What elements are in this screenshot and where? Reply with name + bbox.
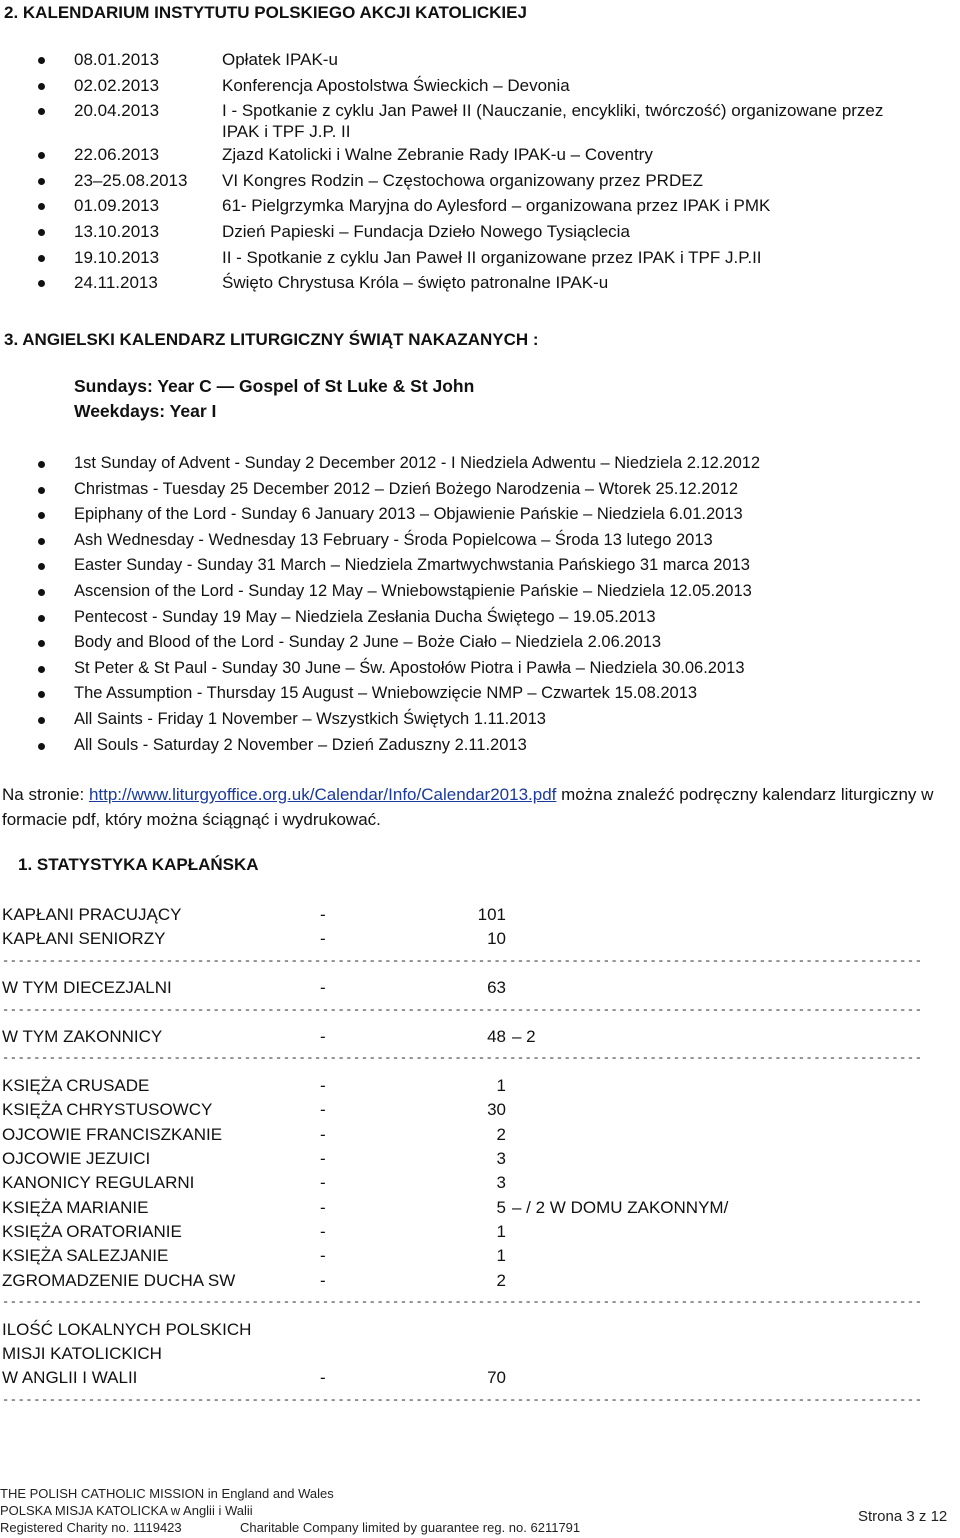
feast-text: Ash Wednesday - Wednesday 13 February - Środa Popielcowa – Środa 13 lutego 2013 [74, 530, 713, 549]
bullet-icon [38, 563, 45, 570]
list-item [0, 270, 960, 296]
bullet-icon [38, 743, 45, 750]
row-value: 48 [487, 1026, 506, 1046]
row-label: KSIĘŻA CRUSADE [2, 1075, 150, 1095]
feast-text: Pentecost - Sunday 19 May – Niedziela Zesłania Ducha Świętego – 19.05.2013 [74, 607, 656, 626]
row-dash: - [320, 1026, 326, 1046]
event-description: Święto Chrystusa Króla – święto patronalne IPAK-u [222, 273, 609, 293]
event-description: Zjazd Katolicki i Walne Zebranie Rady IPAK-u – Coventry [222, 145, 653, 165]
row-label: OJCOWIE JEZUICI [2, 1148, 151, 1168]
feast-text: Christmas - Tuesday 25 December 2012 – Dzień Bożego Narodzenia – Wtorek 25.12.2012 [74, 479, 739, 498]
separator-line: ---------------------------------------------------------------------------------------------------------------------- [2, 1392, 923, 1407]
table-row [2, 927, 960, 951]
row-dash: - [320, 929, 326, 949]
feast-text: Ascension of the Lord - Sunday 12 May – Wniebowstąpienie Pańskie – Niedziela 12.05.2013 [74, 581, 752, 600]
row-label: KANONICY REGULARNI [2, 1173, 195, 1193]
row-value: 1 [496, 1246, 506, 1266]
event-date: 13.10.2013 [74, 221, 160, 241]
section-heading-liturgy: 3. ANGIELSKI KALENDARZ LITURGICZNY ŚWIĄT NAKAZANYCH : [4, 330, 539, 349]
bullet-icon [38, 57, 45, 64]
list-item [0, 245, 960, 271]
weekdays-subheading: Weekdays: Year I [74, 401, 217, 421]
table-row [2, 1244, 960, 1268]
list-item [0, 193, 960, 219]
bullet-icon [38, 255, 45, 262]
bullet-icon [38, 487, 45, 494]
separator-line: ---------------------------------------------------------------------------------------------------------------------- [2, 1051, 923, 1066]
row-dash: - [320, 1100, 326, 1120]
bullet-icon [38, 108, 45, 115]
event-date: 01.09.2013 [74, 196, 160, 216]
bullet-icon [38, 691, 45, 698]
list-item [0, 707, 960, 733]
event-description: VI Kongres Rodzin – Częstochowa organizowany przez PRDEZ [222, 170, 703, 190]
row-value: 10 [487, 929, 506, 949]
table-row [2, 976, 960, 1000]
row-dash: - [320, 1270, 326, 1290]
list-item [0, 579, 960, 605]
section-heading-kalendarium: 2. KALENDARIUM INSTYTUTU POLSKIEGO AKCJI KATOLICKIEJ [4, 3, 527, 22]
event-list [0, 47, 960, 296]
row-value: 2 [496, 1270, 506, 1290]
event-description: I - Spotkanie z cyklu Jan Paweł II (Nauczanie, encykliki, twórczość) organizowane przez IPAK i TPF J.P. II [222, 101, 884, 142]
event-date: 20.04.2013 [74, 101, 160, 121]
event-description: 61- Pielgrzymka Maryjna do Aylesford – organizowana przez IPAK i PMK [222, 196, 771, 216]
bullet-icon [38, 83, 45, 90]
feast-text: All Souls - Saturday 2 November – Dzień Zaduszny 2.11.2013 [74, 735, 527, 754]
row-value: 2 [496, 1124, 506, 1144]
bullet-icon [38, 203, 45, 210]
table-row [2, 1196, 960, 1220]
table-row [2, 1171, 960, 1195]
row-label: KAPŁANI PRACUJĄCY [2, 905, 182, 924]
row-label: KSIĘŻA ORATORIANIE [2, 1222, 182, 1242]
table-row [2, 1342, 960, 1366]
sundays-subheading: Sundays: Year C — Gospel of St Luke & St John [74, 376, 475, 396]
row-label: KSIĘŻA CHRYSTUSOWCY [2, 1100, 213, 1120]
bullet-icon [38, 512, 45, 519]
list-item [0, 528, 960, 554]
event-date: 19.10.2013 [74, 247, 160, 267]
calendar-note [2, 782, 952, 832]
event-date: 02.02.2013 [74, 75, 160, 95]
list-item [0, 681, 960, 707]
list-item [0, 733, 960, 759]
note-text-before: Na stronie: [2, 785, 89, 804]
footer-charity-number: Registered Charity no. 1119423 [0, 1520, 182, 1535]
table-row [2, 1366, 960, 1390]
row-dash: - [320, 1075, 326, 1095]
footer-org-polish: POLSKA MISJA KATOLICKA w Anglii i Walii [0, 1503, 253, 1518]
row-dash: - [320, 1246, 326, 1266]
row-label: KSIĘŻA SALEZJANIE [2, 1246, 169, 1266]
bullet-icon [38, 615, 45, 622]
bullet-icon [38, 666, 45, 673]
feast-text: St Peter & St Paul - Sunday 30 June – Św. Apostołów Piotra i Pawła – Niedziela 30.06.2013 [74, 658, 745, 677]
list-item [0, 605, 960, 631]
bullet-icon [38, 280, 45, 287]
row-label: KAPŁANI SENIORZY [2, 929, 166, 949]
table-row [2, 1074, 960, 1098]
row-dash: - [320, 1368, 326, 1388]
row-label: W TYM ZAKONNICY [2, 1026, 163, 1046]
page-total: 12 [930, 1508, 948, 1525]
bullet-icon [38, 461, 45, 468]
feast-text: 1st Sunday of Advent - Sunday 2 December 2012 - I Niedziela Adwentu – Niedziela 2.12.2012 [74, 454, 761, 472]
missions-label-line: W ANGLII I WALII [2, 1368, 138, 1388]
separator-line: ---------------------------------------------------------------------------------------------------------------------- [2, 953, 923, 968]
list-item [0, 219, 960, 245]
separator-line: ---------------------------------------------------------------------------------------------------------------------- [2, 1295, 923, 1310]
list-item [0, 502, 960, 528]
bullet-icon [38, 178, 45, 185]
table-row [2, 1123, 960, 1147]
row-value: 101 [477, 905, 506, 924]
row-label: KSIĘŻA MARIANIE [2, 1197, 149, 1217]
list-item [0, 553, 960, 579]
row-extra: – 2 [512, 1026, 536, 1046]
missions-label-line: MISJI KATOLICKICH [2, 1344, 162, 1364]
bullet-icon [38, 717, 45, 724]
row-dash: - [320, 978, 326, 998]
row-value: 5 [496, 1197, 506, 1217]
event-date: 08.01.2013 [74, 50, 160, 69]
list-item [0, 168, 960, 194]
list-item [0, 477, 960, 503]
row-label: OJCOWIE FRANCISZKANIE [2, 1124, 223, 1144]
footer-company-number: Charitable Company limited by guarantee reg. no. 6211791 [240, 1520, 581, 1535]
table-row [2, 1098, 960, 1122]
table-row [2, 903, 960, 927]
bullet-icon [38, 229, 45, 236]
row-extra: – / 2 W DOMU ZAKONNYM/ [512, 1197, 729, 1217]
row-dash: - [320, 1222, 326, 1242]
event-date: 24.11.2013 [74, 273, 158, 293]
table-row [2, 1147, 960, 1171]
separator-line: ---------------------------------------------------------------------------------------------------------------------- [2, 1002, 923, 1017]
table-row [2, 1318, 960, 1342]
row-label: ZGROMADZENIE DUCHA SW [2, 1270, 236, 1290]
note-text-after: można znaleźć podręczny kalendarz liturgiczny w formacie pdf, który można ściągnąć i wydrukować. [2, 785, 934, 829]
list-item [0, 656, 960, 682]
row-dash: - [320, 1197, 326, 1217]
row-value: 30 [487, 1100, 506, 1120]
list-item [0, 451, 960, 477]
row-value: 1 [496, 1222, 506, 1242]
row-label: W TYM DIECEZJALNI [2, 978, 172, 998]
bullet-icon [38, 589, 45, 596]
page-number [858, 1508, 947, 1525]
bullet-icon [38, 152, 45, 159]
table-row [2, 1025, 960, 1049]
feast-text: Body and Blood of the Lord - Sunday 2 June – Boże Ciało – Niedziela 2.06.2013 [74, 633, 662, 652]
bullet-icon [38, 640, 45, 647]
feast-text: The Assumption - Thursday 15 August – Wniebowzięcie NMP – Czwartek 15.08.2013 [74, 684, 698, 703]
list-item [0, 142, 960, 168]
feast-text: All Saints - Friday 1 November – Wszystkich Świętych 1.11.2013 [74, 709, 546, 728]
row-value: 3 [496, 1148, 506, 1168]
list-item [0, 630, 960, 656]
event-description: Konferencja Apostolstwa Świeckich – Devonia [222, 75, 570, 95]
row-value: 1 [496, 1075, 506, 1095]
feast-text: Epiphany of the Lord - Sunday 6 January 2013 – Objawienie Pańskie – Niedziela 6.01.2013 [74, 505, 743, 524]
feast-text: Easter Sunday - Sunday 31 March – Niedziela Zmartwychwstania Pańskiego 31 marca 2013 [74, 556, 750, 575]
table-row [2, 1269, 960, 1293]
page-prefix: Strona [858, 1508, 907, 1525]
list-item [0, 73, 960, 99]
row-value: 70 [487, 1368, 506, 1388]
row-dash: - [320, 1124, 326, 1144]
event-date: 23–25.08.2013 [74, 170, 188, 190]
stats-table [2, 903, 960, 1415]
event-description: II - Spotkanie z cyklu Jan Paweł II organizowane przez IPAK i TPF J.P.II [222, 247, 762, 267]
feast-list [0, 451, 960, 758]
table-row [2, 1220, 960, 1244]
row-dash: - [320, 1173, 326, 1193]
page-current: 3 [906, 1508, 915, 1525]
event-description: Dzień Papieski – Fundacja Dzieło Nowego Tysiąclecia [222, 221, 630, 241]
page-mid: z [914, 1508, 931, 1525]
event-date: 22.06.2013 [74, 145, 160, 165]
bullet-icon [38, 538, 45, 545]
event-description: Opłatek IPAK-u [222, 50, 338, 69]
footer-org-english: THE POLISH CATHOLIC MISSION in England and Wales [0, 1486, 334, 1501]
row-value: 3 [496, 1173, 506, 1193]
row-dash: - [320, 905, 326, 924]
row-value: 63 [487, 978, 506, 998]
section-heading-stats: 1. STATYSTYKA KAPŁAŃSKA [18, 855, 259, 874]
list-item [0, 98, 960, 142]
list-item [0, 47, 960, 73]
row-dash: - [320, 1148, 326, 1168]
calendar-pdf-link[interactable]: http://www.liturgyoffice.org.uk/Calendar/Info/Calendar2013.pdf [88, 785, 557, 804]
missions-label-line: ILOŚĆ LOKALNYCH POLSKICH [2, 1319, 252, 1339]
